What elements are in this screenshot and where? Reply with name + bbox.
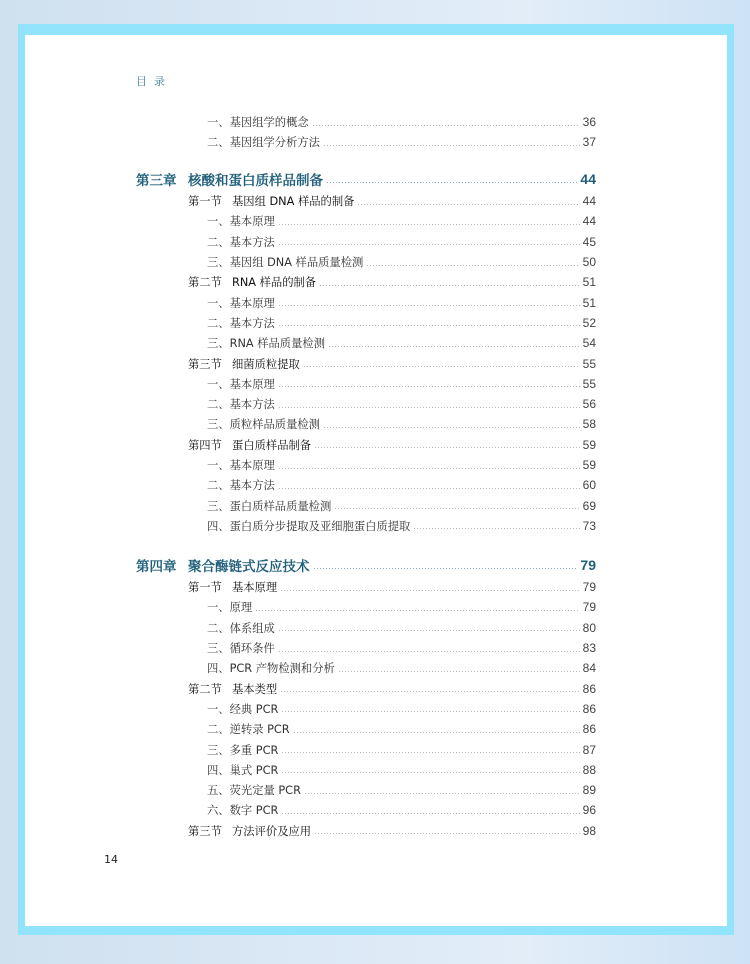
toc-item-row[interactable] (25, 211, 596, 231)
toc-page-number: 54 (582, 336, 596, 351)
toc-page-number: 73 (582, 518, 596, 533)
toc-title: 二、逆转录 PCR (207, 723, 290, 737)
toc-item-row[interactable] (25, 800, 596, 820)
toc-title: 基本原理 (232, 581, 278, 595)
toc-page-number: 58 (582, 417, 596, 432)
toc-label: 第三章 (136, 173, 177, 189)
toc-section-row[interactable] (25, 435, 596, 455)
toc-chapter-row[interactable] (25, 553, 596, 577)
toc-page-number: 55 (582, 376, 596, 391)
toc-page-number: 86 (582, 701, 596, 716)
toc-page-number: 55 (582, 356, 596, 371)
toc-title: 基本类型 (232, 682, 278, 696)
toc-item-row[interactable] (25, 292, 596, 312)
dot-leader (366, 265, 579, 266)
toc-item-row[interactable] (25, 333, 596, 353)
toc-page-number: 44 (582, 214, 596, 229)
toc-item-row[interactable] (25, 760, 596, 780)
toc-item-row[interactable] (25, 455, 596, 475)
dot-leader (255, 610, 579, 611)
toc-page-number: 83 (582, 641, 596, 656)
toc-page-number: 84 (582, 661, 596, 676)
toc-title: 三、多重 PCR (207, 743, 279, 757)
toc-title: 一、经典 PCR (207, 702, 279, 716)
toc-title: 二、基本方法 (207, 398, 275, 412)
dot-leader (328, 346, 580, 347)
toc-item-row[interactable] (25, 638, 596, 658)
toc-title: 二、基本方法 (207, 316, 275, 330)
dot-leader (314, 447, 580, 448)
toc-chapter-4 (25, 553, 727, 841)
toc-item-row[interactable] (25, 780, 596, 800)
toc-section-row[interactable] (25, 272, 596, 292)
toc-page-number: 59 (582, 458, 596, 472)
toc-item-row[interactable] (25, 252, 596, 272)
toc-item-row[interactable] (25, 495, 596, 515)
toc-item-row[interactable] (25, 618, 596, 638)
dot-leader (281, 813, 579, 814)
toc-section-row[interactable] (25, 191, 596, 211)
toc-title: 六、数字 PCR (207, 804, 279, 818)
toc-chapter-3 (25, 167, 727, 536)
dot-leader (278, 305, 580, 306)
toc-label: 第三节 (188, 357, 222, 371)
dot-leader (281, 711, 579, 712)
dot-leader (326, 182, 577, 183)
toc-page-number: 37 (582, 135, 596, 150)
toc-item-row[interactable] (25, 475, 596, 495)
toc-item-row[interactable] (25, 516, 596, 536)
toc-title: 二、基本方法 (207, 235, 275, 249)
dot-leader (280, 590, 579, 591)
toc-item-row[interactable] (25, 232, 596, 252)
toc-title: 三、循环条件 (207, 642, 275, 656)
toc-title: 四、PCR 产物检测和分析 (207, 662, 335, 676)
dot-leader (312, 125, 580, 126)
toc-title: 蛋白质样品制备 (232, 438, 312, 452)
toc-page-number: 44 (580, 171, 596, 187)
dot-leader (413, 528, 579, 529)
toc-label: 第二节 (188, 276, 222, 290)
toc-item-row[interactable] (25, 414, 596, 434)
toc-page-number: 98 (582, 823, 596, 838)
dot-leader (278, 224, 580, 225)
dot-leader (278, 468, 580, 469)
toc-item-row[interactable] (25, 719, 596, 739)
toc-title: 一、基本原理 (207, 296, 275, 310)
toc-title: 四、巢式 PCR (207, 763, 279, 777)
toc-page-number: 79 (582, 600, 596, 615)
dot-leader (313, 568, 578, 569)
toc-item-row[interactable] (25, 658, 596, 678)
toc-title: 基因组 DNA 样品的制备 (232, 195, 355, 209)
toc-pre-items (25, 112, 727, 153)
dot-leader (293, 732, 580, 733)
toc-item-row[interactable] (25, 374, 596, 394)
toc-title: 三、基因组 DNA 样品质量检测 (207, 256, 364, 270)
running-head: 目录 (136, 75, 172, 88)
toc-section-row[interactable] (25, 678, 596, 698)
dot-leader (304, 793, 580, 794)
toc-label: 第一节 (188, 195, 222, 209)
toc-page-number: 80 (582, 620, 596, 635)
dot-leader (314, 833, 580, 834)
toc-title: 二、体系组成 (207, 621, 275, 635)
toc-page-number: 88 (582, 762, 596, 777)
toc-page-number: 36 (582, 115, 596, 130)
toc-title: 一、原理 (207, 601, 253, 615)
toc-title: 一、基本原理 (207, 459, 275, 472)
dot-leader (357, 204, 579, 205)
toc-title: 一、基因组学的概念 (207, 116, 309, 130)
dot-leader (303, 366, 580, 367)
dot-leader (323, 145, 580, 146)
toc-chapter-row[interactable] (25, 167, 596, 191)
toc-title: 核酸和蛋白质样品制备 (188, 173, 323, 189)
toc-page (25, 35, 727, 926)
dot-leader (334, 508, 579, 509)
dot-leader (278, 651, 580, 652)
toc-item-row[interactable] (25, 394, 596, 414)
dot-leader (319, 285, 580, 286)
toc-item-row[interactable] (25, 112, 596, 132)
toc-title: 聚合酶链式反应技术 (188, 559, 310, 575)
dot-leader (323, 427, 580, 428)
toc-page-number: 44 (582, 194, 596, 209)
toc-item-row[interactable] (25, 597, 596, 617)
toc-label: 第三节 (188, 824, 222, 838)
dot-leader (278, 407, 580, 408)
toc-page-number: 60 (582, 478, 596, 493)
dot-leader (280, 691, 579, 692)
toc-label: 第四章 (136, 559, 177, 575)
toc-label: 第二节 (188, 682, 222, 696)
page-number: 14 (104, 853, 118, 866)
toc-label: 第四节 (188, 438, 222, 452)
toc-label: 第一节 (188, 581, 222, 595)
toc-item-row[interactable] (25, 699, 596, 719)
toc-page-number: 51 (582, 295, 596, 310)
toc-page-number: 79 (582, 580, 596, 595)
toc-page-number: 56 (582, 397, 596, 412)
toc-title: 细菌质粒提取 (232, 357, 300, 371)
dot-leader (278, 386, 580, 387)
toc-page-number: 45 (582, 234, 596, 249)
toc-section-row[interactable] (25, 353, 596, 373)
toc-section-row[interactable] (25, 821, 596, 841)
toc-page-number: 52 (582, 315, 596, 330)
toc-title: 四、蛋白质分步提取及亚细胞蛋白质提取 (207, 519, 411, 533)
toc-title: 二、基本方法 (207, 479, 275, 493)
toc-title: 三、质粒样品质量检测 (207, 418, 320, 432)
toc-title: 二、基因组学分析方法 (207, 136, 320, 150)
toc-title: 一、基本原理 (207, 377, 275, 391)
toc-page-number: 51 (582, 275, 596, 290)
toc-title: 一、基本原理 (207, 215, 275, 229)
toc-title: 三、蛋白质样品质量检测 (207, 499, 332, 513)
toc-page-number: 96 (582, 803, 596, 818)
dot-leader (281, 752, 579, 753)
toc-item-row[interactable] (25, 132, 596, 152)
toc-page-number: 86 (582, 722, 596, 737)
dot-leader (278, 325, 580, 326)
dot-leader (281, 772, 579, 773)
dot-leader (338, 671, 580, 672)
toc-item-row[interactable] (25, 739, 596, 759)
toc-section-row[interactable] (25, 577, 596, 597)
toc-title: 五、荧光定量 PCR (207, 784, 301, 798)
toc-title: RNA 样品的制备 (232, 276, 317, 290)
dot-leader (278, 244, 580, 245)
toc-page-number: 69 (582, 498, 596, 513)
toc-title: 方法评价及应用 (232, 824, 312, 838)
toc-page-number: 79 (580, 557, 596, 573)
toc-page-number: 50 (582, 255, 596, 270)
toc-page-number: 86 (582, 681, 596, 696)
toc-page-number: 89 (582, 783, 596, 798)
dot-leader (278, 488, 580, 489)
toc-title: 三、RNA 样品质量检测 (207, 337, 325, 351)
toc-item-row[interactable] (25, 313, 596, 333)
toc-page-number: 59 (582, 437, 596, 452)
toc-page-number: 87 (582, 742, 596, 757)
dot-leader (278, 630, 580, 631)
